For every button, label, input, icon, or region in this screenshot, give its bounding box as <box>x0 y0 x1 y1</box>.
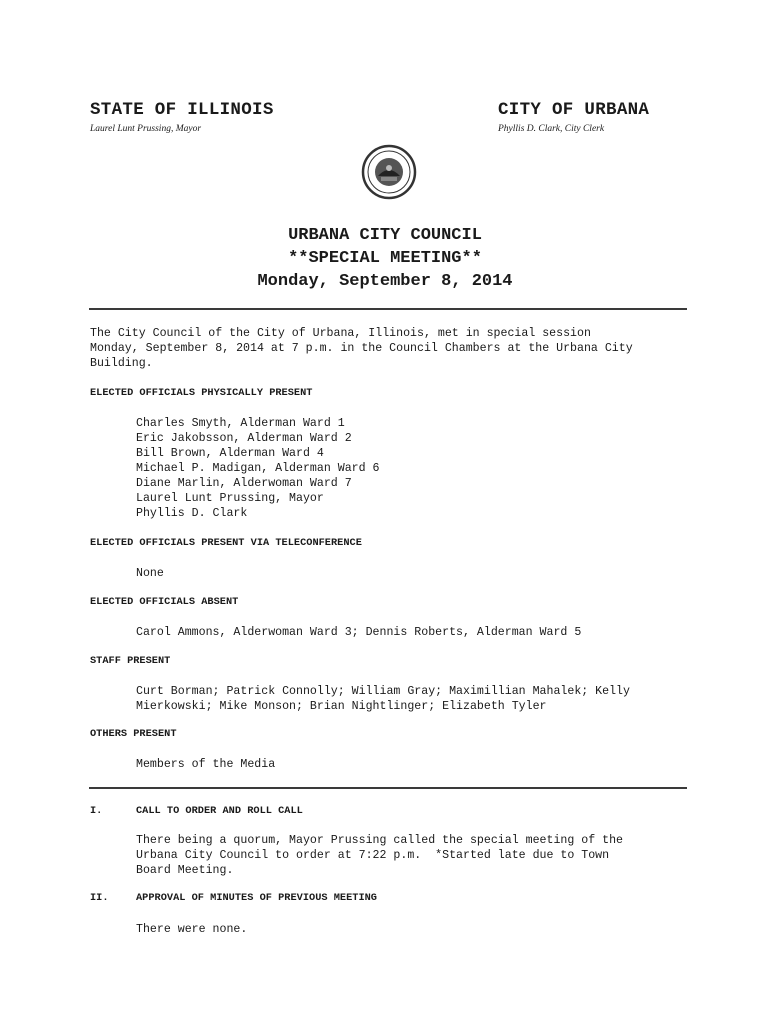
divider-top <box>89 308 687 310</box>
teleconf-heading: ELECTED OFFICIALS PRESENT VIA TELECONFERENCE <box>90 537 362 549</box>
agenda-number: II. <box>90 892 109 904</box>
mayor-subtitle: Laurel Lunt Prussing, Mayor <box>90 124 202 134</box>
agenda-number: I. <box>90 805 103 817</box>
divider-bottom <box>89 787 687 789</box>
list-item: Michael P. Madigan, Alderman Ward 6 <box>136 462 380 475</box>
absent-value: Carol Ammons, Alderwoman Ward 3; Dennis Roberts, Alderman Ward 5 <box>136 626 582 639</box>
city-seal-icon <box>361 144 417 200</box>
list-item: Eric Jakobsson, Alderman Ward 2 <box>136 432 352 445</box>
agenda-title: APPROVAL OF MINUTES OF PREVIOUS MEETING <box>136 892 377 904</box>
list-item: Bill Brown, Alderman Ward 4 <box>136 447 324 460</box>
list-item: Phyllis D. Clark <box>136 507 248 520</box>
others-heading: OTHERS PRESENT <box>90 728 177 740</box>
staff-value: Curt Borman; Patrick Connolly; William Gray; Maximillian Mahalek; Kelly Mierkowski; Mike Monson; Brian Nightlinger; Elizabeth Tyler <box>136 685 630 713</box>
present-list <box>136 416 380 521</box>
present-heading: ELECTED OFFICIALS PHYSICALLY PRESENT <box>90 387 313 399</box>
meeting-date-title: Monday, September 8, 2014 <box>257 272 513 291</box>
meeting-type-title: **SPECIAL MEETING** <box>288 249 482 268</box>
staff-heading: STAFF PRESENT <box>90 655 171 667</box>
agenda-body: There were none. <box>136 923 248 936</box>
clerk-subtitle: Phyllis D. Clark, City Clerk <box>498 124 605 134</box>
teleconf-value: None <box>136 567 164 580</box>
header-left-title: STATE OF ILLINOIS <box>90 100 274 120</box>
intro-paragraph: The City Council of the City of Urbana, Illinois, met in special session Monday, September 8, 2014 at 7 p.m. in the Council Chambers at the Urbana City Building. <box>90 327 633 370</box>
absent-heading: ELECTED OFFICIALS ABSENT <box>90 596 239 608</box>
agenda-body: There being a quorum, Mayor Prussing called the special meeting of the Urbana City Council to order at 7:22 p.m. *Started late due to Town Board Meeting. <box>136 834 624 877</box>
list-item: Charles Smyth, Alderman Ward 1 <box>136 417 345 430</box>
list-item: Diane Marlin, Alderwoman Ward 7 <box>136 477 352 490</box>
header-right-title: CITY OF URBANA <box>498 100 650 120</box>
others-value: Members of the Media <box>136 758 276 771</box>
list-item: Laurel Lunt Prussing, Mayor <box>136 492 324 505</box>
agenda-title: CALL TO ORDER AND ROLL CALL <box>136 805 303 817</box>
council-title: URBANA CITY COUNCIL <box>288 226 482 245</box>
